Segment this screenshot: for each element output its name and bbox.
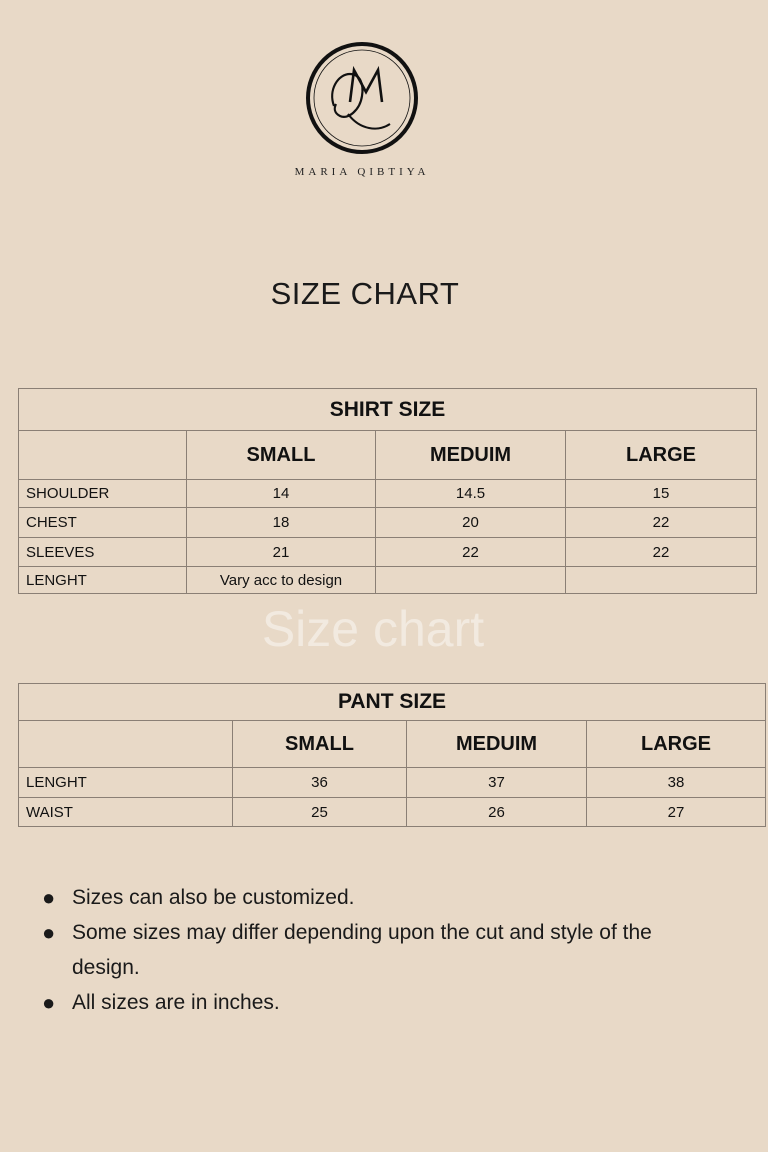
row-label: LENGHT	[19, 567, 187, 594]
table-row	[19, 567, 757, 594]
brand-name: MARIA QIBTIYA	[294, 166, 430, 178]
cell-medium: 26	[407, 798, 587, 827]
notes-list	[34, 880, 714, 1020]
header-empty	[19, 431, 187, 480]
row-label: SHOULDER	[19, 480, 187, 508]
cell-medium	[376, 567, 566, 594]
cell-small: 18	[187, 508, 376, 538]
note-text: Sizes can also be customized.	[72, 886, 355, 909]
row-label: CHEST	[19, 508, 187, 538]
shirt-size-table	[18, 388, 757, 594]
header-large: LARGE	[587, 721, 766, 768]
cell-small: 36	[233, 768, 407, 798]
cell-large: 38	[587, 768, 766, 798]
bullet-dot-icon: ●	[42, 920, 56, 945]
list-item	[34, 915, 714, 985]
header-medium: MEDUIM	[407, 721, 587, 768]
table-row	[19, 798, 766, 827]
table-row	[19, 768, 766, 798]
bullet-dot-icon: ●	[42, 990, 56, 1015]
cell-large: 22	[566, 508, 757, 538]
note-text: All sizes are in inches.	[72, 991, 280, 1014]
pant-size-caption: PANT SIZE	[19, 684, 766, 721]
cell-small: 14	[187, 480, 376, 508]
cell-large: 15	[566, 480, 757, 508]
table-row	[19, 480, 757, 508]
page-title: SIZE CHART	[270, 276, 460, 311]
row-label: LENGHT	[19, 768, 233, 798]
cell-medium: 22	[376, 538, 566, 567]
header-small: SMALL	[233, 721, 407, 768]
header-empty	[19, 721, 233, 768]
cell-large	[566, 567, 757, 594]
list-item	[34, 880, 714, 915]
pant-size-table	[18, 683, 766, 827]
cell-large: 22	[566, 538, 757, 567]
bullet-dot-icon: ●	[42, 885, 56, 910]
cell-small: 25	[233, 798, 407, 827]
cell-medium: 37	[407, 768, 587, 798]
cell-small: Vary acc to design	[187, 567, 376, 594]
row-label: WAIST	[19, 798, 233, 827]
cell-large: 27	[587, 798, 766, 827]
cell-medium: 20	[376, 508, 566, 538]
table-row	[19, 508, 757, 538]
header-large: LARGE	[566, 431, 757, 480]
cell-medium: 14.5	[376, 480, 566, 508]
header-small: SMALL	[187, 431, 376, 480]
brand-logo	[304, 40, 420, 156]
watermark-text: Size chart	[261, 601, 485, 657]
list-item	[34, 985, 714, 1020]
table-row	[19, 538, 757, 567]
shirt-size-caption: SHIRT SIZE	[19, 389, 757, 431]
note-text: Some sizes may differ depending upon the cut and style of the design.	[72, 921, 652, 979]
header-medium: MEDUIM	[376, 431, 566, 480]
cell-small: 21	[187, 538, 376, 567]
row-label: SLEEVES	[19, 538, 187, 567]
